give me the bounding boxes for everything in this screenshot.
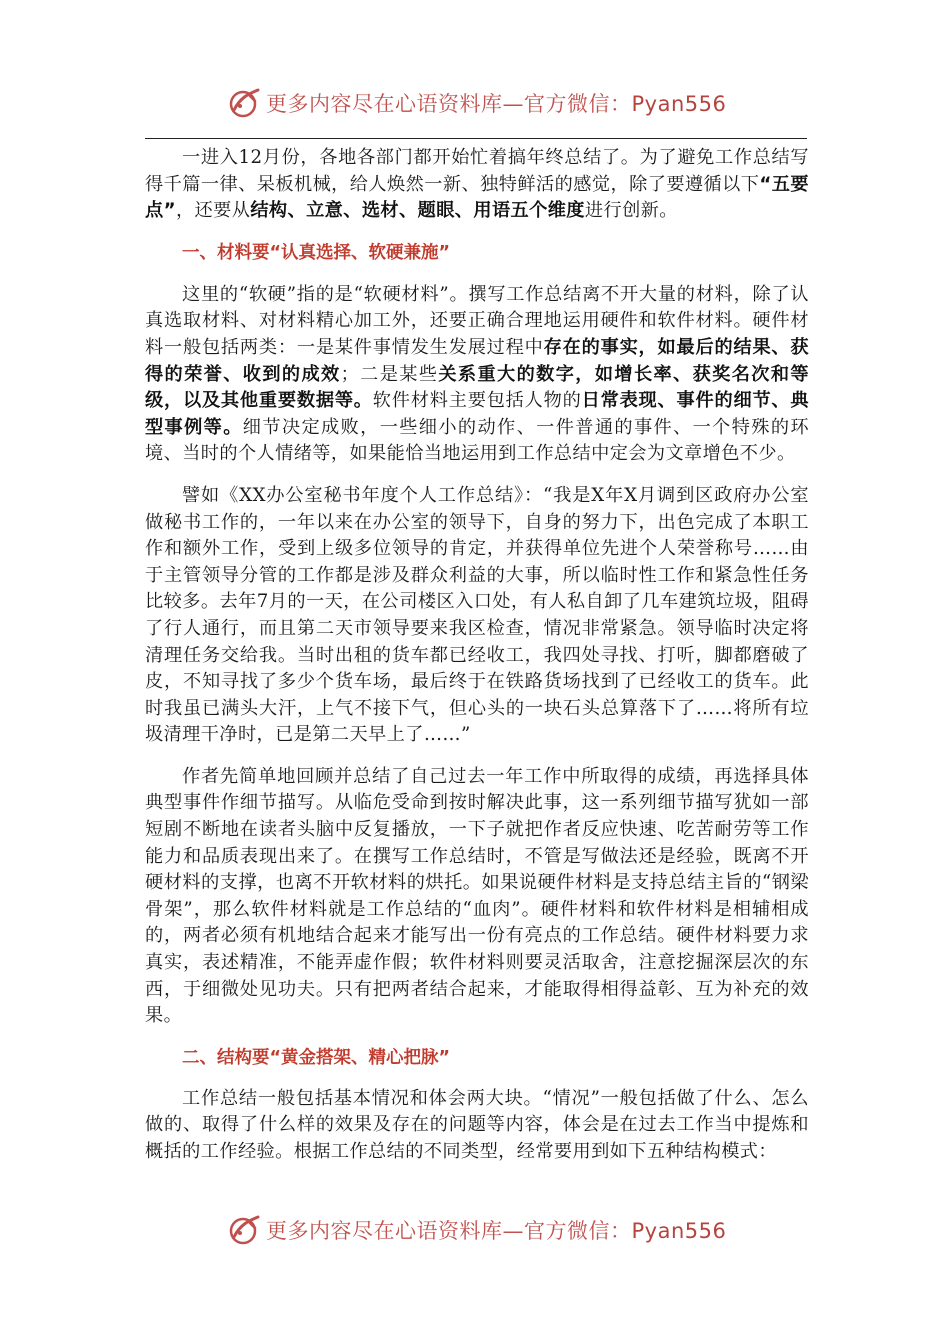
header-watermark <box>0 83 950 123</box>
document-body <box>145 145 809 1166</box>
structure-paragraph-1: 工作总结一般包括基本情况和体会两大块。“情况”一般包括做了什么、怎么做的、取得了什么样的效果及存在的问题等内容，体会是在过去工作当中提炼和概括的工作经验。根据工作总结的不同类型，经常要用到如下五种结构模式： <box>145 1087 809 1162</box>
materials-paragraph-2: 譬如《XX办公室秘书年度个人工作总结》：“我是X年X月调到区政府办公室做秘书工作的，一年以来在办公室的领导下，自身的努力下，出色完成了本职工作和额外工作，受到上级多位领导的肯定，并获得单位先进个人荣誉称号……由于主管领导分管的工作都是涉及群众利益的大事，所以临时性工作和紧急性任务比较多。去年7月的一天，在公司楼区入口处，有人私自卸了几车建筑垃圾，阻碍了行人通行，而且第二天市领导要来我区检查，情况非常紧急。领导临时决定将清理任务交给我。当时出租的货车都已经收工，我四处寻找、打听，脚都磨破了皮，不知寻找了多少个货车场，最后终于在铁路货场找到了已经收工的货车。此时我虽已满头大汗，上气不接下气，但心头的一块石头总算落下了……将所有垃圾清理干净时，已是第二天早上了……” <box>145 484 809 746</box>
pen-logo-icon <box>228 1213 262 1247</box>
materials-paragraph-1: 这里的“软硬”指的是“软硬材料”。撰写工作总结离不开大量的材料，除了认真选取材料、对材料精心加工外，还要正确合理地运用硬件和软件材料。硬件材料一般包括两类：一是某件事情发生发展过程中存在的事实，如最后的结果、获得的荣誉、收到的成效；二是某些关系重大的数字，如增长率、获奖名次和等级，以及其他重要数据等。软件材料主要包括人物的日常表现、事件的细节、典型事例等。细节决定成败，一些细小的动作、一件普通的事件、一个特殊的环境、当时的个人情绪等，如果能恰当地运用到工作总结中定会为文章增色不少。 <box>145 283 809 465</box>
wechat-id: Pyan556 <box>631 1219 727 1243</box>
intro-paragraph: 一进入12月份，各地各部门都开始忙着搞年终总结了。为了避免工作总结写得千篇一律、呆板机械，给人焕然一新、独特鲜活的感觉，除了要遵循以下“五要点”，还要从结构、立意、选材、题眼、用语五个维度进行创新。 <box>145 147 809 222</box>
section-heading-materials: 一、材料要“认真选择、软硬兼施” <box>182 242 451 263</box>
footer-watermark <box>0 1210 950 1250</box>
wechat-id: Pyan556 <box>631 92 727 116</box>
header-rule <box>145 138 807 139</box>
watermark-text: 更多内容尽在心语资料库—官方微信：Pyan556 <box>266 92 727 116</box>
pen-logo-icon <box>228 86 262 120</box>
materials-paragraph-3: 作者先简单地回顾并总结了自己过去一年工作中所取得的成绩，再选择具体典型事件作细节描写。从临危受命到按时解决此事，这一系列细节描写犹如一部短剧不断地在读者头脑中反复播放，一下子就把作者反应快速、吃苦耐劳等工作能力和品质表现出来了。在撰写工作总结时，不管是写做法还是经验，既离不开硬材料的支撑，也离不开软材料的烘托。如果说硬件材料是支持总结主旨的“钢梁骨架”，那么软件材料就是工作总结的“血肉”。硬件材料和软件材料是相辅相成的，两者必须有机地结合起来才能写出一份有亮点的工作总结。硬件材料要力求真实，表述精准，不能弄虚作假；软件材料则要灵活取舍，注意挖掘深层次的东西，于细微处见功夫。只有把两者结合起来，才能取得相得益彰、互为补充的效果。 <box>145 765 809 1027</box>
section-heading-structure: 二、结构要“黄金搭架、精心把脉” <box>182 1047 451 1068</box>
watermark-text: 更多内容尽在心语资料库—官方微信：Pyan556 <box>266 1219 727 1243</box>
